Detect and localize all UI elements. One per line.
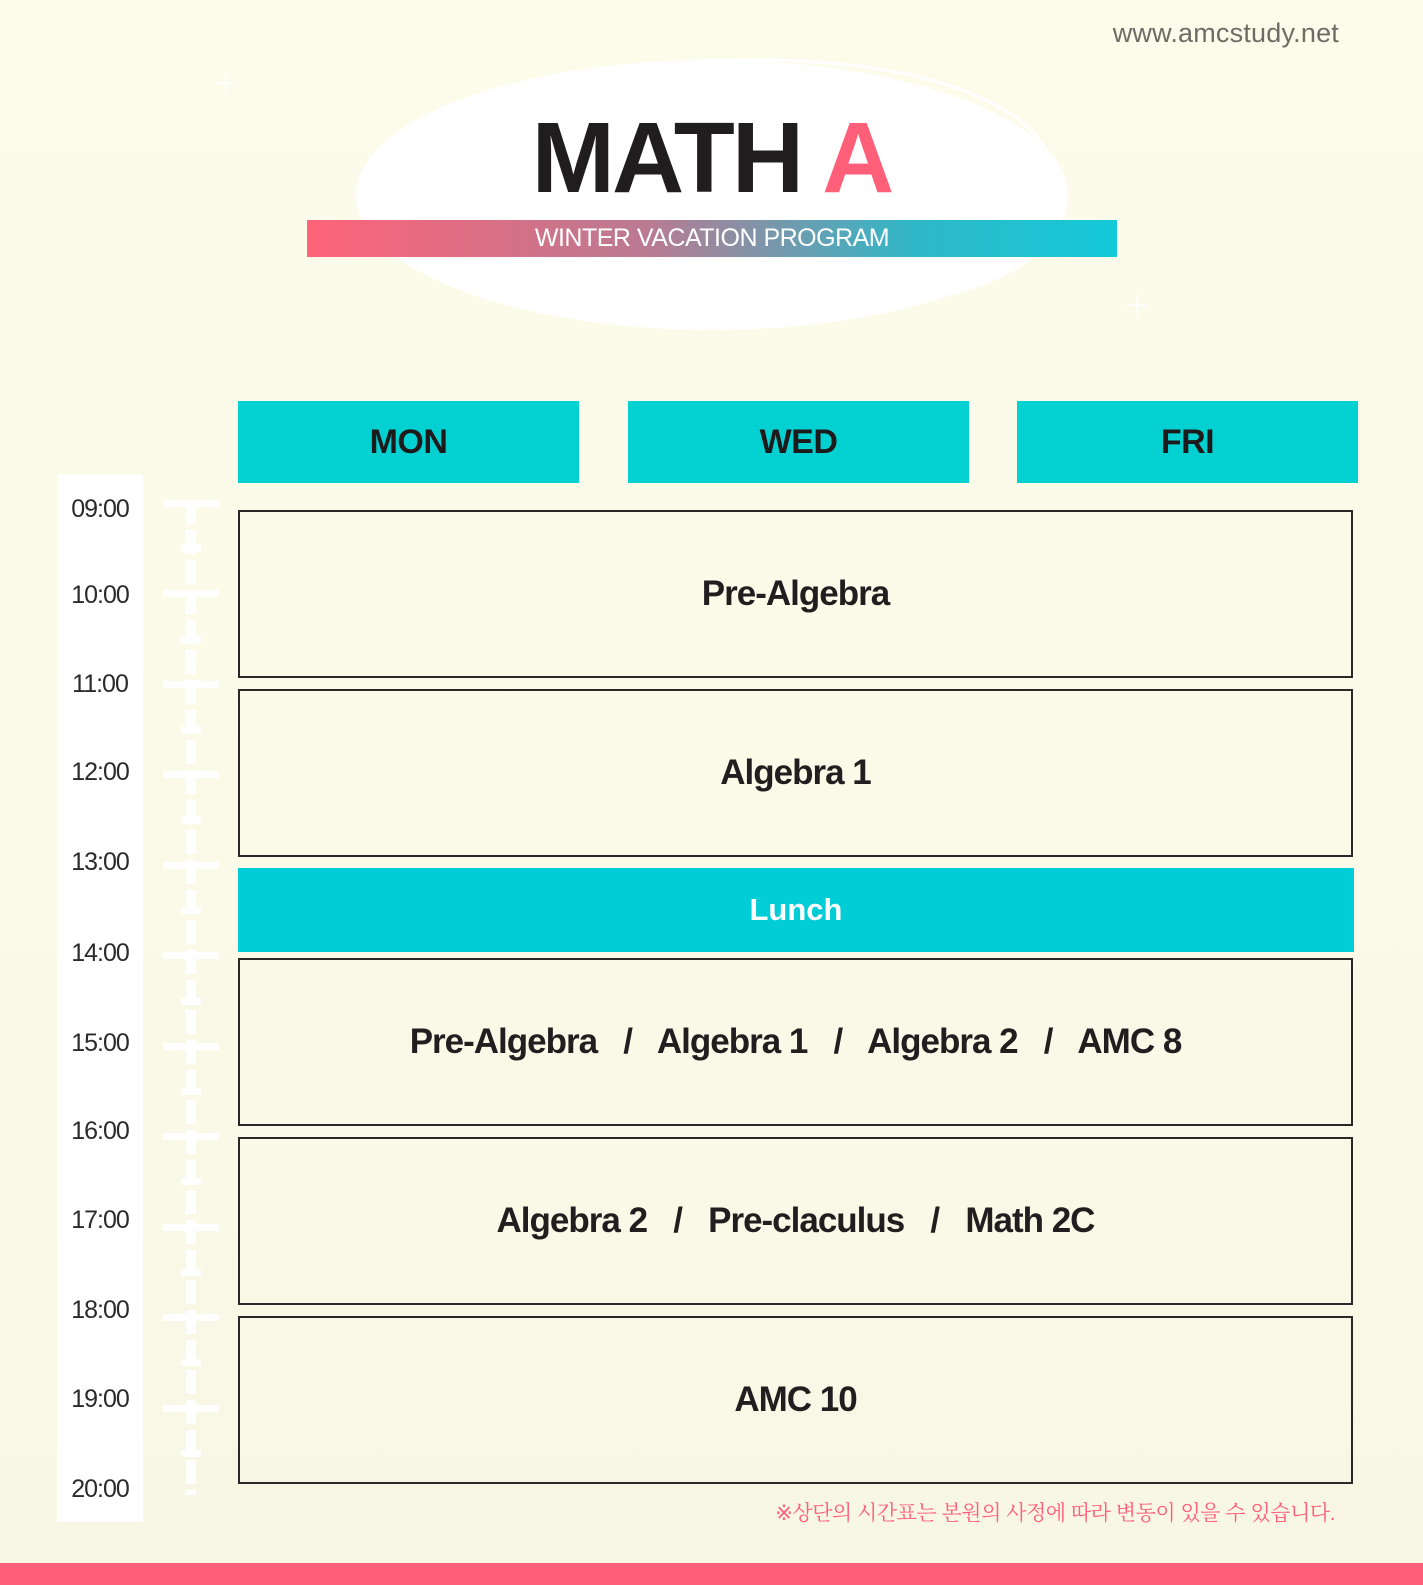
time-label: 13:00 <box>71 848 129 876</box>
time-label: 14:00 <box>71 939 129 967</box>
ruler-minor-tick <box>181 1178 201 1185</box>
schedule-block-algebra-1: Algebra 1 <box>238 689 1353 857</box>
ruler-major-tick <box>163 1133 219 1140</box>
ruler-minor-tick <box>181 1269 201 1276</box>
subtitle-banner: WINTER VACATION PROGRAM <box>307 220 1117 257</box>
ruler-major-tick <box>163 590 219 597</box>
ruler-major-tick <box>163 952 219 959</box>
time-label: 12:00 <box>71 758 129 786</box>
ruler-major-tick <box>163 681 219 688</box>
time-label: 19:00 <box>71 1385 129 1413</box>
ruler-minor-tick <box>181 817 201 824</box>
time-label: 10:00 <box>71 581 129 609</box>
lunch-block: Lunch <box>238 868 1354 952</box>
time-label: 17:00 <box>71 1206 129 1234</box>
time-label: 20:00 <box>71 1475 129 1503</box>
ruler-minor-tick <box>181 1450 201 1457</box>
bottom-accent-bar <box>0 1563 1423 1585</box>
time-label: 16:00 <box>71 1117 129 1145</box>
ruler-major-tick <box>163 1314 219 1321</box>
ruler-minor-tick <box>181 545 201 552</box>
site-url[interactable]: www.amcstudy.net <box>1112 18 1339 48</box>
schedule-block-afternoon-2: Algebra 2 / Pre-claculus / Math 2C <box>238 1137 1353 1305</box>
day-header-fri: FRI <box>1017 401 1358 483</box>
ruler-major-tick <box>163 1043 219 1050</box>
ruler-major-tick <box>163 500 219 507</box>
day-header-mon: MON <box>238 401 579 483</box>
ruler-minor-tick <box>181 907 201 914</box>
day-header-wed: WED <box>628 401 969 483</box>
schedule-block-pre-algebra: Pre-Algebra <box>238 510 1353 678</box>
ruler-minor-tick <box>181 998 201 1005</box>
ruler-major-tick <box>163 862 219 869</box>
title-accent: A <box>822 102 892 214</box>
time-ruler <box>163 500 219 1495</box>
ruler-minor-tick <box>181 726 201 733</box>
schedule-block-afternoon-1: Pre-Algebra / Algebra 1 / Algebra 2 / AMC 8 <box>238 958 1353 1126</box>
time-label: 18:00 <box>71 1296 129 1324</box>
ruler-minor-tick <box>181 1359 201 1366</box>
page-title <box>0 102 1423 214</box>
ruler-minor-tick <box>181 636 201 643</box>
ruler-major-tick <box>163 1224 219 1231</box>
time-label: 11:00 <box>72 670 128 698</box>
time-label: 09:00 <box>71 495 129 523</box>
schedule-block-amc-10: AMC 10 <box>238 1316 1353 1484</box>
time-column <box>57 475 143 1522</box>
time-label: 15:00 <box>71 1029 129 1057</box>
ruler-major-tick <box>163 771 219 778</box>
ruler-major-tick <box>163 1405 219 1412</box>
ruler-minor-tick <box>181 1088 201 1095</box>
schedule-notice: ※상단의 시간표는 본원의 사정에 따라 변동이 있을 수 있습니다. <box>775 1502 1335 1525</box>
title-main: MATH <box>531 102 823 214</box>
sparkle-icon <box>211 68 241 98</box>
sparkle-icon <box>1122 290 1152 320</box>
